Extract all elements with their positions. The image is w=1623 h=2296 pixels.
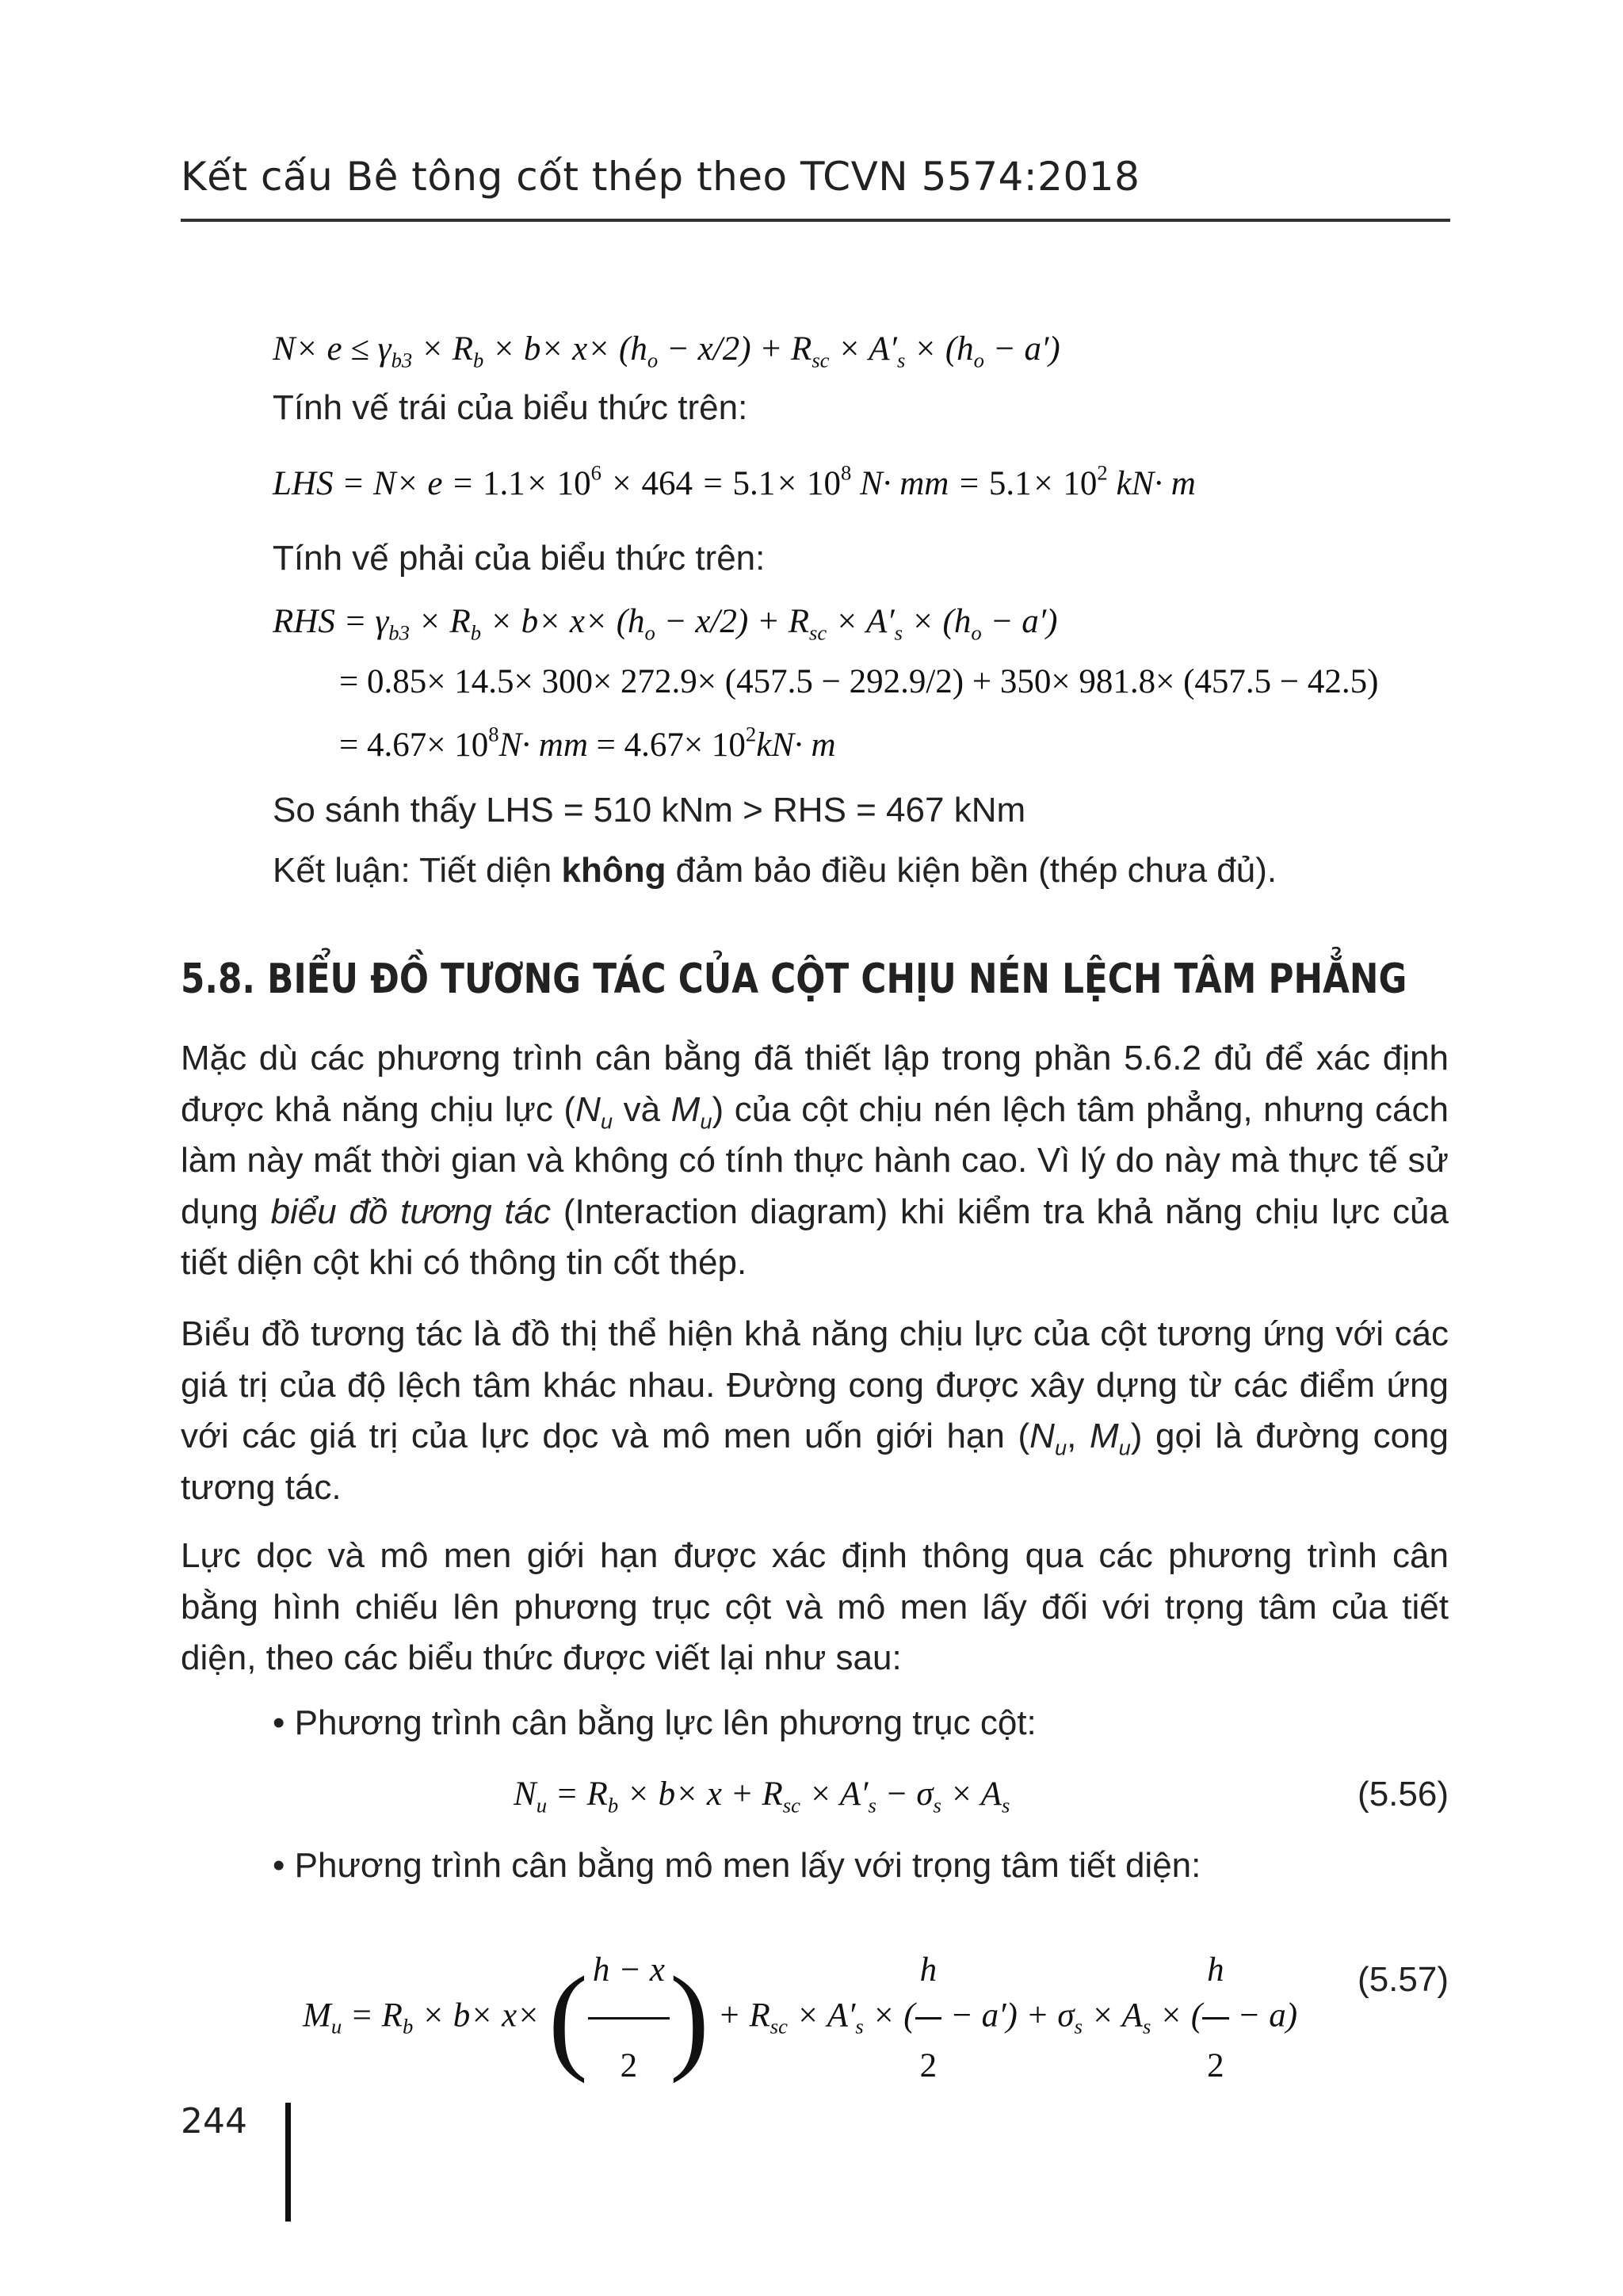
section-title: 5.8. BIỂU ĐỒ TƯƠNG TÁC CỦA CỘT CHỊU NÉN LỆCH TÂM PHẲNG	[181, 955, 1407, 1003]
rhs-substitution: = 0.85× 14.5× 300× 272.9× (457.5 − 292.9/2) + 350× 981.8× (457.5 − 42.5)	[339, 663, 1379, 700]
bullet-force-equilibrium: • Phương trình cân bằng lực lên phương trục cột:	[273, 1703, 1037, 1742]
rhs-formula: RHS = $\gamma_{b3} \times R_b \times b\times x\times (h_o - x/2) + R_{sc} \times A'_s \times (h_o - a')$	[273, 603, 1058, 645]
header-rule	[181, 219, 1450, 222]
paragraph-2: Biểu đồ tương tác là đồ thị thể hiện khả năng chịu lực của cột tương ứng với các giá trị của độ lệch tâm khác nhau. Đường cong được xây dựng từ các điểm ứng với các giá trị của lực dọc và mô men uốn giới hạn ($N_u$, $M_u$) gọi là đường cong tương tác.	[181, 1314, 1449, 1507]
equation-number-5-56: (5.56)	[1358, 1775, 1449, 1814]
rhs-result: = $4.67\times 10^8N\cdot$ mm = $4.67\times 10^2kN\cdot m$	[339, 722, 836, 764]
comparison-text: So sánh thấy LHS = 510 kNm > RHS = 467 kNm	[273, 791, 1026, 830]
footer-rule	[285, 2103, 291, 2222]
page-number: 244	[181, 2101, 247, 2142]
lhs-formula: LHS = $N\times e = 1.1\times 10^6 \times 464 = 5.1\times 10^8$ N· mm = $5.1\times 10^2$ kN· m	[273, 460, 1196, 502]
conclusion-keyword: không	[561, 851, 666, 890]
equation-5-56: $N_u = R_b \times b\times x + R_{sc} \times A'_s - \sigma_s \times A_s$	[514, 1775, 1010, 1817]
equation-number-5-57: (5.57)	[1358, 1960, 1449, 1999]
paragraph-3: Lực dọc và mô men giới hạn được xác định thông qua các phương trình cân bằng hình chiếu lên phương trục cột và mô men lấy đối với trọng tâm của tiết diện, theo các biểu thức được viết lại như sau:	[181, 1536, 1449, 1677]
right-side-label: Tính vế phải của biểu thức trên:	[273, 539, 766, 578]
paragraph-1: Mặc dù các phương trình cân bằng đã thiết lập trong phần 5.6.2 đủ để xác định được khả năng chịu lực ($N_u$ và $M_u$) của cột chịu nén lệch tâm phẳng, nhưng cách làm này mất thời gian và không có tính thực hành cao. Vì lý do này mà thực tế sử dụng biểu đồ tương tác (Interaction diagram) khi kiểm tra khả năng chịu lực của tiết diện cột khi có thông tin cốt thép.	[181, 1039, 1449, 1282]
running-header: Kết cấu Bê tông cốt thép theo TCVN 5574:2018	[181, 154, 1140, 200]
conclusion-text: Kết luận: Tiết diện không đảm bảo điều kiện bền (thép chưa đủ).	[273, 851, 1277, 890]
strength-condition-formula: $N\times e \le \gamma_{b3} \times R_b \times b\times x\times (h_o - x/2) + R_{sc} \times A'_s \times (h_o - a')$	[273, 330, 1060, 372]
bullet-moment-equilibrium: • Phương trình cân bằng mô men lấy với trọng tâm tiết diện:	[273, 1846, 1201, 1885]
left-side-label: Tính vế trái của biểu thức trên:	[273, 388, 748, 427]
equation-5-57: $M_u = R_b \times b\times x\times$ ( $\frac{h - x}{2}$ ) + $R_{sc} \times A'_s$ × ( $\frac{h}{2}$ − $a') + \sigma_s \times A_s$ × ( $\frac{h}{2}$ − a)	[303, 1927, 1297, 2110]
